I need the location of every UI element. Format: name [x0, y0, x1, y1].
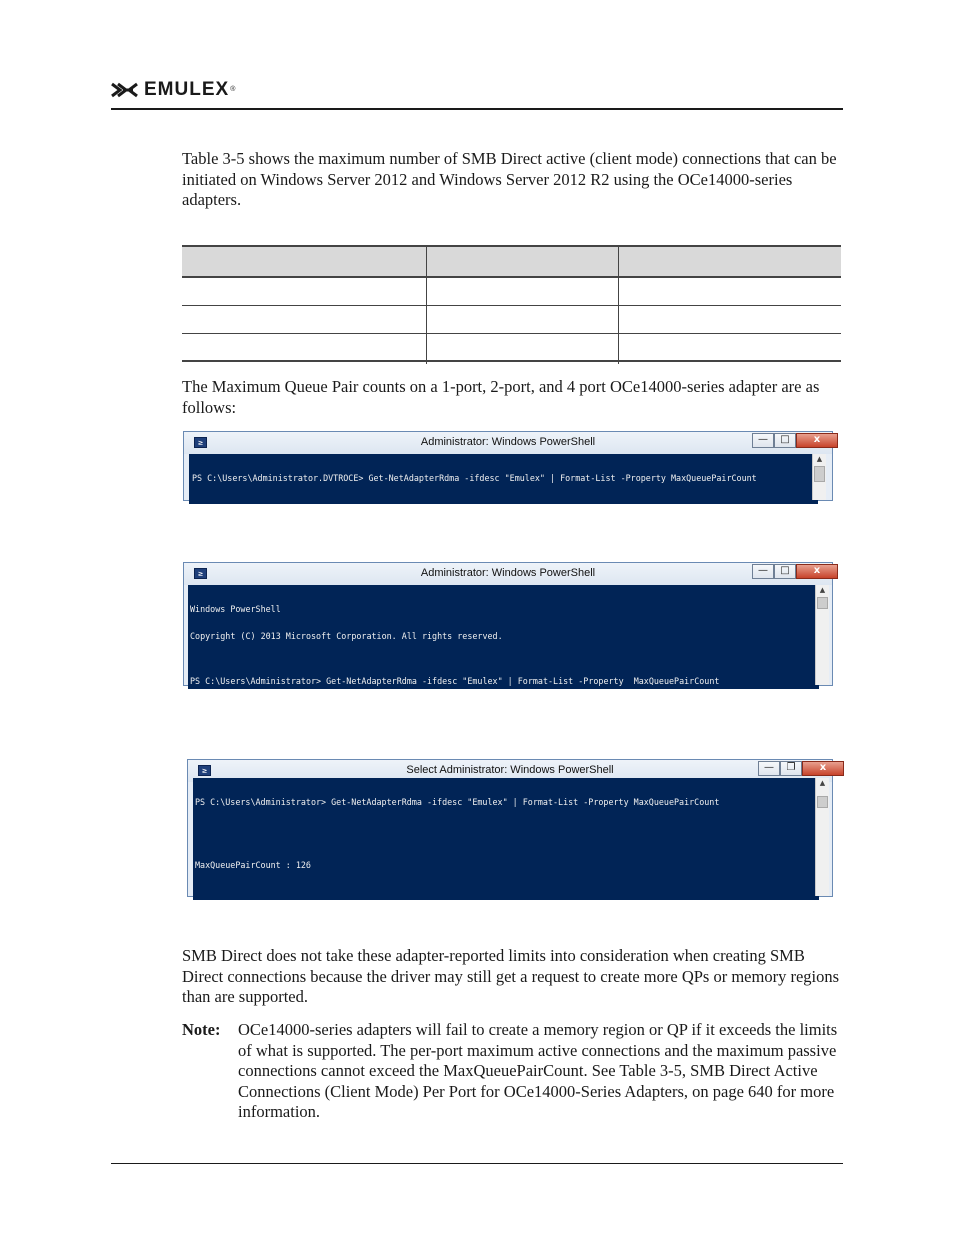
- window-controls: [752, 433, 838, 448]
- powershell-window-4port: [187, 759, 833, 897]
- window-controls: [752, 564, 838, 579]
- minimize-button[interactable]: —: [752, 564, 774, 579]
- maximize-button[interactable]: □: [774, 564, 796, 579]
- console-line: PS C:\Users\Administrator> Get-NetAdapterRdma -ifdesc "Emulex" | Format-List -Property MaxQueuePairCount: [195, 797, 720, 807]
- powershell-icon: ≥: [194, 437, 207, 448]
- header-rule: [111, 108, 843, 110]
- brand-name: EMULEX®: [144, 79, 237, 100]
- window-title: Administrator: Windows PowerShell: [420, 436, 596, 448]
- console-output[interactable]: [188, 585, 819, 689]
- console-line: Copyright (C) 2013 Microsoft Corporation. All rights reserved.: [190, 631, 503, 641]
- scroll-up-icon[interactable]: ▲: [819, 586, 826, 594]
- maximize-button[interactable]: □: [774, 433, 796, 448]
- window-controls: [758, 761, 844, 776]
- table-column-divider: [618, 245, 619, 364]
- window-titlebar[interactable]: [184, 563, 832, 585]
- console-line: MaxQueuePairCount : 126: [195, 860, 311, 870]
- scroll-up-icon[interactable]: ▲: [816, 455, 823, 463]
- powershell-window-1port: [183, 431, 833, 501]
- scroll-thumb[interactable]: [817, 796, 828, 808]
- queue-pair-paragraph: The Maximum Queue Pair counts on a 1-port, 2-port, and 4 port OCe14000-series adapter are as follows:: [182, 377, 820, 417]
- window-title: Administrator: Windows PowerShell: [420, 567, 596, 579]
- close-button[interactable]: x: [796, 433, 838, 448]
- table-row: [182, 334, 841, 362]
- intro-paragraph: Table 3-5 shows the maximum number of SMB Direct active (client mode) connections that can be initiated on Windows Server 2012 and Windows Server 2012 R2 using the OCe14000-series adapters.: [182, 149, 837, 209]
- minimize-button[interactable]: —: [758, 761, 780, 776]
- smb-direct-paragraph: SMB Direct does not take these adapter-reported limits into consideration when creating SMB Direct connections because the driver may still get a request to create more QPs or memory regions than are supported.: [182, 946, 840, 1006]
- trademark-mark: ®: [230, 86, 237, 93]
- restore-button[interactable]: ❐: [780, 761, 802, 776]
- minimize-button[interactable]: —: [752, 433, 774, 448]
- scroll-up-icon[interactable]: ▲: [819, 779, 826, 787]
- window-title: Select Administrator: Windows PowerShell: [406, 764, 614, 776]
- table-row: [182, 306, 841, 334]
- note-text: OCe14000-series adapters will fail to create a memory region or QP if it exceeds the limits of what is supported. The per-port maximum active connections and the maximum passive connections cannot exceed the MaxQueuePairCount. See Table 3-5, SMB Direct Active Connections (Client Mode) Per Port for OCe14000-Series Adapters, on page 640 for more information.: [238, 1020, 838, 1121]
- console-line: PS C:\Users\Administrator.DVTROCE> Get-NetAdapterRdma -ifdesc "Emulex" | Format-List -Property MaxQueuePairCount: [192, 473, 757, 483]
- note-label: Note:: [182, 1020, 221, 1039]
- connections-table: [182, 245, 841, 364]
- emulex-logo-icon: [111, 82, 138, 98]
- close-button[interactable]: x: [802, 761, 844, 776]
- console-line: Windows PowerShell: [190, 604, 281, 614]
- scroll-thumb[interactable]: [817, 597, 828, 609]
- console-output[interactable]: [189, 454, 818, 504]
- close-button[interactable]: x: [796, 564, 838, 579]
- console-output[interactable]: [193, 778, 819, 900]
- vertical-scrollbar[interactable]: [815, 778, 829, 896]
- window-titlebar[interactable]: [184, 432, 832, 454]
- table-header-row: [182, 245, 841, 278]
- table-row: [182, 278, 841, 306]
- powershell-icon: ≥: [194, 568, 207, 579]
- vertical-scrollbar[interactable]: [812, 454, 826, 500]
- vertical-scrollbar[interactable]: [815, 585, 829, 685]
- powershell-window-2port: [183, 562, 833, 686]
- powershell-icon: ≥: [198, 765, 211, 776]
- emulex-logo: [111, 79, 236, 101]
- scroll-thumb[interactable]: [814, 466, 825, 482]
- table-column-divider: [426, 245, 427, 364]
- footer-rule: [111, 1163, 843, 1164]
- console-line: PS C:\Users\Administrator> Get-NetAdapterRdma -ifdesc "Emulex" | Format-List -Property MaxQueuePairCount: [190, 676, 720, 686]
